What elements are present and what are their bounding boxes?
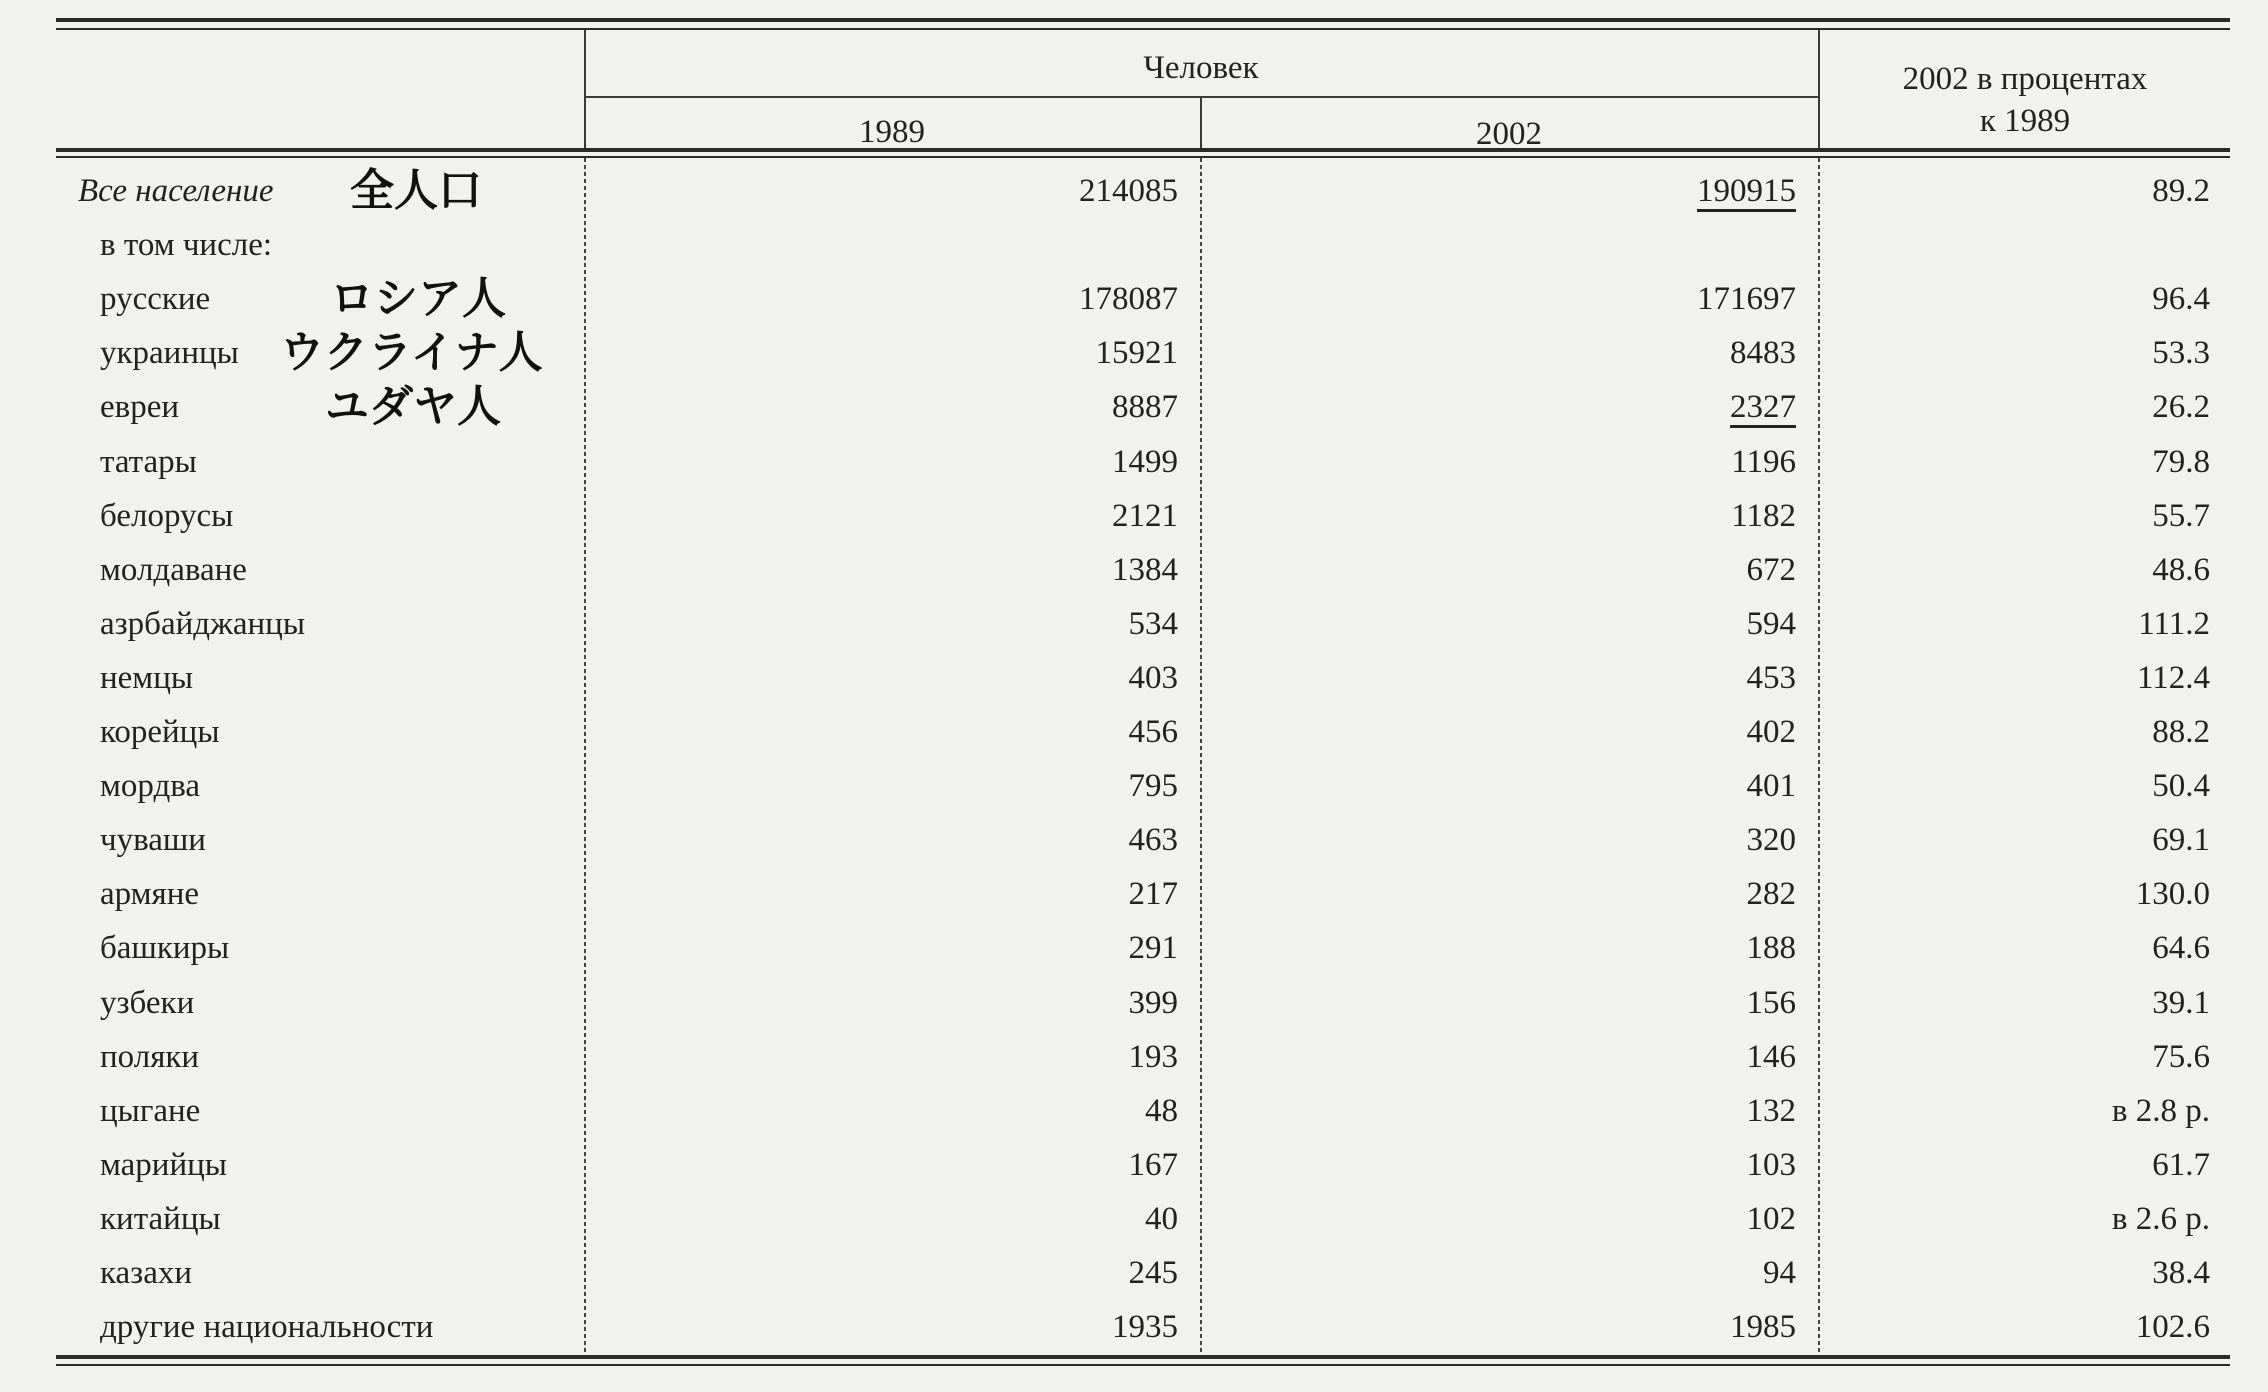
value-percent: 89.2: [2152, 173, 2210, 209]
table-row: [0, 382, 2268, 432]
value-1989: 1935: [1112, 1309, 1178, 1346]
value-percent: 88.2: [2152, 714, 2210, 750]
value-percent: 69.1: [2152, 822, 2210, 859]
japanese-annotation: ロシア人: [330, 273, 506, 325]
value-2002: 2327: [1730, 389, 1796, 426]
table-row: [0, 815, 2268, 865]
value-1989: 463: [1128, 822, 1178, 859]
table-row: [0, 545, 2268, 595]
row-label: армяне: [100, 876, 200, 913]
table-row: [0, 707, 2268, 757]
value-2002: 188: [1746, 930, 1796, 967]
value-2002: 1182: [1731, 497, 1796, 534]
japanese-annotation: 全人口: [350, 165, 482, 216]
top-rule-thin: [56, 28, 2230, 30]
bottom-rule-thin: [56, 1364, 2230, 1366]
row-label: китайцы: [100, 1200, 221, 1237]
value-percent: 50.4: [2152, 768, 2210, 805]
value-1989: 403: [1128, 659, 1178, 696]
value-percent: 61.7: [2152, 1146, 2210, 1183]
value-percent: 64.6: [2152, 930, 2210, 967]
row-label: башкиры: [100, 930, 230, 967]
row-label: казахи: [100, 1255, 193, 1291]
top-rule: [56, 18, 2230, 22]
row-label: другие национальности: [100, 1309, 434, 1346]
value-percent: 96.4: [2152, 281, 2210, 318]
value-2002: 401: [1746, 768, 1796, 805]
row-label: молдаване: [100, 551, 247, 588]
header-percent-line2: к 1989: [1979, 103, 2071, 139]
table-row: [0, 923, 2268, 973]
table-row: [0, 328, 2268, 378]
value-1989: 399: [1128, 984, 1178, 1021]
value-1989: 795: [1128, 768, 1178, 805]
table-row: [0, 1140, 2268, 1190]
value-1989: 291: [1128, 930, 1178, 967]
value-2002: 320: [1746, 822, 1796, 859]
value-2002: 672: [1746, 551, 1796, 588]
row-label: белорусы: [100, 497, 234, 534]
row-label: евреи: [100, 389, 180, 426]
value-1989: 193: [1128, 1038, 1178, 1075]
value-percent: 53.3: [2152, 335, 2210, 372]
table-row: [0, 1248, 2268, 1298]
header-percent: [1820, 58, 2230, 142]
row-label: поляки: [100, 1038, 200, 1075]
value-2002: 282: [1746, 876, 1796, 913]
value-2002: 402: [1746, 714, 1796, 750]
value-1989: 1384: [1112, 551, 1178, 588]
value-2002: 1196: [1731, 443, 1796, 480]
value-1989: 15921: [1095, 335, 1178, 372]
row-label: корейцы: [100, 714, 220, 750]
value-2002: 146: [1746, 1038, 1796, 1075]
table-row: [0, 1194, 2268, 1244]
row-label: немцы: [100, 659, 194, 696]
value-1989: 8887: [1112, 389, 1178, 426]
row-label: Все население: [78, 173, 274, 209]
value-1989: 217: [1128, 876, 1178, 913]
value-2002: 102: [1746, 1200, 1796, 1237]
table-row: [0, 653, 2268, 703]
row-label: марийцы: [100, 1146, 227, 1183]
table-row: [0, 166, 2268, 216]
value-2002: 1985: [1730, 1309, 1796, 1346]
table-row: [0, 869, 2268, 919]
value-2002: 171697: [1697, 281, 1796, 318]
value-1989: 456: [1128, 714, 1178, 750]
value-percent: в 2.6 р.: [2111, 1200, 2210, 1237]
header-bottom-rule-thin: [56, 156, 2230, 158]
value-percent: 111.2: [2138, 605, 2210, 642]
value-percent: 48.6: [2152, 551, 2210, 588]
table-row: [0, 220, 2268, 270]
table-row: [0, 761, 2268, 811]
header-year-2002: 2002: [1476, 116, 1542, 152]
value-2002: 8483: [1730, 335, 1796, 372]
value-2002: 594: [1746, 605, 1796, 642]
row-label: мордва: [100, 768, 201, 805]
value-1989: 2121: [1112, 497, 1178, 534]
row-label: украинцы: [100, 335, 239, 372]
row-label: чуваши: [100, 822, 206, 859]
value-percent: 130.0: [2135, 876, 2210, 913]
value-1989: 167: [1128, 1146, 1178, 1183]
row-label: в том числе:: [100, 227, 273, 264]
value-1989: 214085: [1079, 173, 1178, 209]
value-1989: 534: [1128, 605, 1178, 642]
table-row: [0, 1302, 2268, 1352]
table-row: [0, 599, 2268, 649]
value-percent: 38.4: [2152, 1255, 2210, 1291]
value-percent: 102.6: [2135, 1309, 2210, 1346]
value-percent: 112.4: [2136, 659, 2210, 696]
row-label: узбеки: [100, 984, 195, 1021]
value-1989: 48: [1145, 1092, 1178, 1129]
header-subrule: [584, 96, 1818, 98]
bottom-rule: [56, 1355, 2230, 1359]
japanese-annotation: ユダヤ人: [325, 381, 501, 433]
table-row: [0, 491, 2268, 541]
value-2002: 156: [1746, 984, 1796, 1021]
value-2002: 453: [1746, 659, 1796, 696]
japanese-annotation: ウクライナ人: [280, 327, 543, 379]
value-1989: 245: [1128, 1255, 1178, 1291]
value-percent: 55.7: [2152, 497, 2210, 534]
row-label: азрбайджанцы: [100, 605, 306, 642]
value-2002: 132: [1746, 1092, 1796, 1129]
value-percent: в 2.8 р.: [2111, 1092, 2210, 1129]
table-row: [0, 1086, 2268, 1136]
value-2002: 190915: [1697, 173, 1796, 209]
row-label: татары: [100, 443, 197, 480]
table-row: [0, 437, 2268, 487]
value-percent: 39.1: [2152, 984, 2210, 1021]
value-percent: 79.8: [2152, 443, 2210, 480]
row-label: цыгане: [100, 1092, 201, 1129]
row-label: русские: [100, 281, 211, 318]
table-row: [0, 978, 2268, 1028]
header-year-1989: 1989: [859, 114, 925, 150]
table-row: [0, 274, 2268, 324]
header-percent-line1: 2002 в процентах: [1902, 61, 2148, 97]
value-1989: 178087: [1079, 281, 1178, 318]
value-percent: 26.2: [2152, 389, 2210, 426]
table-row: [0, 1032, 2268, 1082]
value-percent: 75.6: [2152, 1038, 2210, 1075]
value-1989: 1499: [1112, 443, 1178, 480]
value-2002: 94: [1763, 1255, 1796, 1291]
value-1989: 40: [1145, 1200, 1178, 1237]
header-people: Человек: [1143, 50, 1259, 86]
value-2002: 103: [1746, 1146, 1796, 1183]
